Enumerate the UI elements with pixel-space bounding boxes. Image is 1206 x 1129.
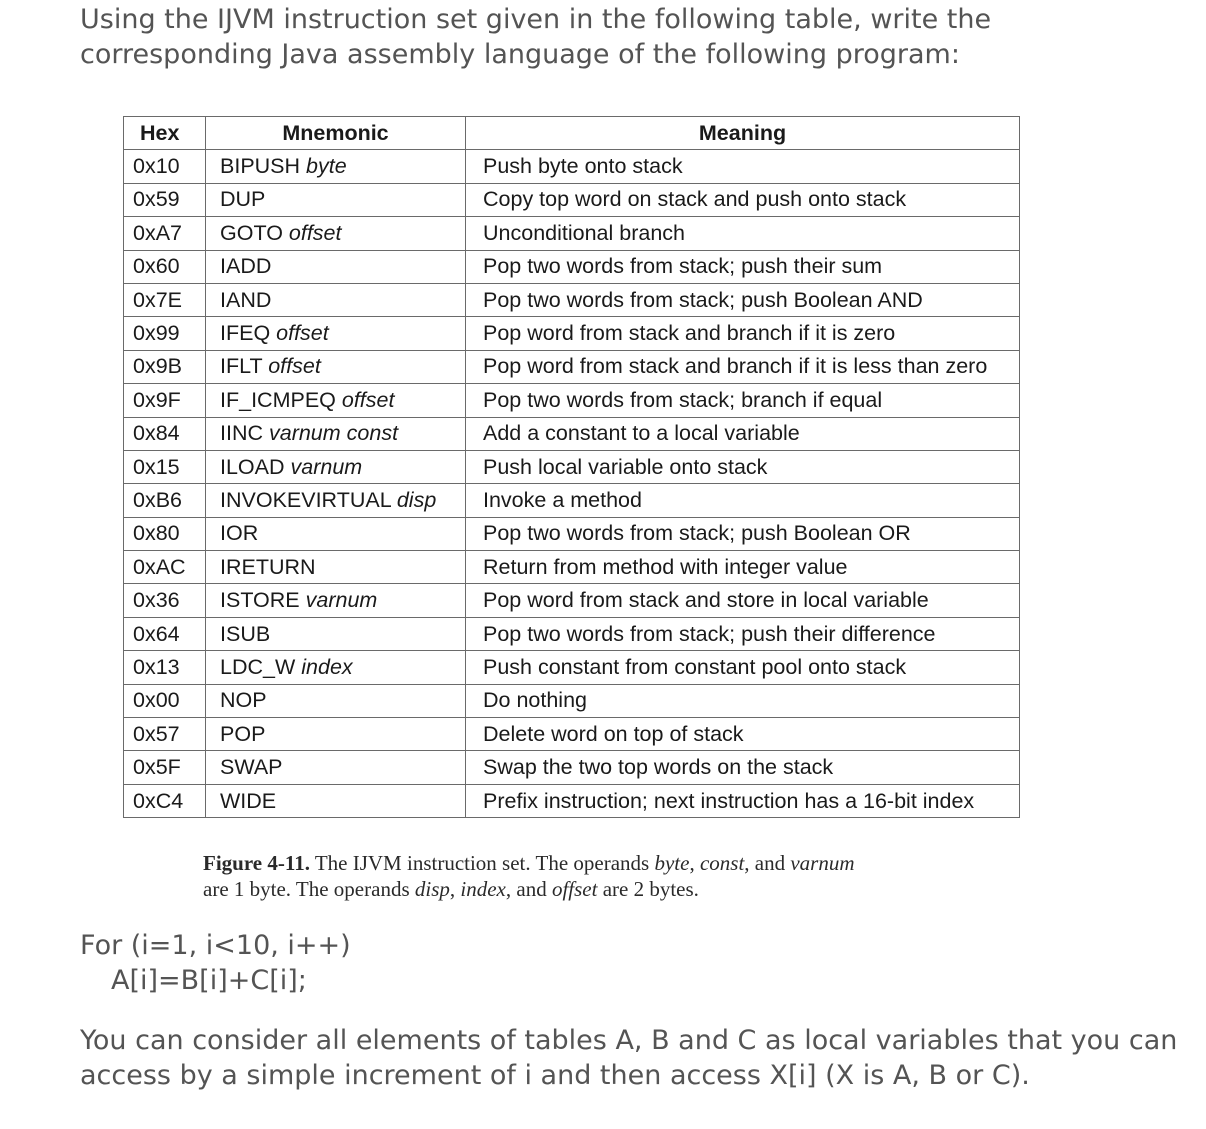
caption-op-byte: byte bbox=[654, 851, 690, 875]
meaning-cell: Do nothing bbox=[466, 684, 1020, 717]
program-code bbox=[80, 928, 351, 998]
mnemonic-operand: byte bbox=[306, 154, 347, 179]
mnemonic-cell bbox=[206, 584, 466, 617]
mnemonic-name: POP bbox=[220, 721, 266, 746]
hex-cell: 0x13 bbox=[124, 651, 206, 684]
hex-cell: 0x00 bbox=[124, 684, 206, 717]
header-hex: Hex bbox=[124, 117, 206, 150]
mnemonic-cell bbox=[206, 617, 466, 650]
meaning-cell: Copy top word on stack and push onto stack bbox=[466, 183, 1020, 216]
mnemonic-name: IAND bbox=[220, 287, 272, 312]
table-row bbox=[124, 551, 1020, 584]
mnemonic-cell bbox=[206, 150, 466, 183]
hex-cell: 0x7E bbox=[124, 283, 206, 316]
mnemonic-cell bbox=[206, 718, 466, 751]
hex-cell: 0x36 bbox=[124, 584, 206, 617]
mnemonic-name: IF_ICMPEQ bbox=[220, 387, 336, 412]
hex-cell: 0x99 bbox=[124, 317, 206, 350]
meaning-cell: Unconditional branch bbox=[466, 217, 1020, 250]
meaning-cell: Return from method with integer value bbox=[466, 551, 1020, 584]
table-row bbox=[124, 384, 1020, 417]
mnemonic-operand: varnum bbox=[305, 588, 378, 613]
hex-cell: 0x15 bbox=[124, 450, 206, 483]
mnemonic-name: IFEQ bbox=[220, 321, 271, 346]
caption-text-4: are 2 bytes. bbox=[602, 877, 699, 901]
hex-cell: 0x9B bbox=[124, 350, 206, 383]
caption-op-disp: disp bbox=[414, 877, 450, 901]
hex-cell: 0x9F bbox=[124, 384, 206, 417]
hex-cell: 0x57 bbox=[124, 718, 206, 751]
hex-cell: 0x84 bbox=[124, 417, 206, 450]
mnemonic-operand: offset bbox=[341, 387, 395, 412]
note-text: You can consider all elements of tables A, B and C as local variables that you can access by a simple increment of i and then access X[i] (X is A, B or C). bbox=[80, 1025, 1178, 1091]
hex-cell: 0xC4 bbox=[124, 784, 206, 817]
mnemonic-name: INVOKEVIRTUAL bbox=[220, 487, 391, 512]
table-row bbox=[124, 150, 1020, 183]
mnemonic-cell bbox=[206, 217, 466, 250]
meaning-cell: Pop two words from stack; push their difference bbox=[466, 617, 1020, 650]
mnemonic-name: GOTO bbox=[220, 220, 283, 245]
mnemonic-name: IOR bbox=[220, 521, 259, 546]
meaning-cell: Prefix instruction; next instruction has a 16-bit index bbox=[466, 784, 1020, 817]
hex-cell: 0x64 bbox=[124, 617, 206, 650]
hex-cell: 0x59 bbox=[124, 183, 206, 216]
mnemonic-name: IINC bbox=[220, 421, 263, 446]
mnemonic-name: DUP bbox=[220, 187, 266, 212]
mnemonic-cell bbox=[206, 317, 466, 350]
mnemonic-name: WIDE bbox=[220, 788, 277, 813]
hex-cell: 0x60 bbox=[124, 250, 206, 283]
meaning-cell: Pop two words from stack; push Boolean AND bbox=[466, 283, 1020, 316]
caption-text-2: , and bbox=[744, 851, 786, 875]
mnemonic-cell bbox=[206, 517, 466, 550]
mnemonic-cell bbox=[206, 384, 466, 417]
meaning-cell: Push constant from constant pool onto stack bbox=[466, 651, 1020, 684]
table-row bbox=[124, 450, 1020, 483]
table-row bbox=[124, 718, 1020, 751]
mnemonic-name: SWAP bbox=[220, 755, 283, 780]
meaning-cell: Pop word from stack and branch if it is less than zero bbox=[466, 350, 1020, 383]
figure-label: Figure 4-11. bbox=[203, 851, 310, 875]
table-row bbox=[124, 250, 1020, 283]
mnemonic-name: IRETURN bbox=[220, 554, 316, 579]
mnemonic-cell bbox=[206, 250, 466, 283]
mnemonic-name: ISTORE bbox=[220, 588, 300, 613]
mnemonic-name: IADD bbox=[220, 254, 272, 279]
mnemonic-operand: disp bbox=[396, 487, 437, 512]
hex-cell: 0xB6 bbox=[124, 484, 206, 517]
table-row bbox=[124, 584, 1020, 617]
caption-op-index: index bbox=[460, 877, 506, 901]
meaning-cell: Push local variable onto stack bbox=[466, 450, 1020, 483]
hex-cell: 0x10 bbox=[124, 150, 206, 183]
code-line-2: A[i]=B[i]+C[i]; bbox=[111, 965, 307, 996]
mnemonic-cell bbox=[206, 350, 466, 383]
mnemonic-operand: offset bbox=[288, 220, 342, 245]
table-row bbox=[124, 684, 1020, 717]
table-row bbox=[124, 751, 1020, 784]
caption-op-varnum: varnum bbox=[790, 851, 855, 875]
mnemonic-operand: offset bbox=[268, 354, 321, 379]
caption-op-offset: offset bbox=[551, 877, 598, 901]
mnemonic-operand: varnum bbox=[290, 454, 363, 479]
meaning-cell: Delete word on top of stack bbox=[466, 718, 1020, 751]
hex-cell: 0xA7 bbox=[124, 217, 206, 250]
mnemonic-name: ILOAD bbox=[220, 454, 285, 479]
caption-op-const: const bbox=[699, 851, 745, 875]
mnemonic-cell bbox=[206, 450, 466, 483]
caption-text-1: The IJVM instruction set. The operands bbox=[314, 851, 650, 875]
question-text: Using the IJVM instruction set given in the following table, write the corresponding Java assembly language of the following program: bbox=[80, 4, 992, 70]
meaning-cell: Push byte onto stack bbox=[466, 150, 1020, 183]
meaning-cell: Pop word from stack and store in local variable bbox=[466, 584, 1020, 617]
meaning-cell: Pop two words from stack; branch if equal bbox=[466, 384, 1020, 417]
mnemonic-operand: varnum const bbox=[268, 421, 399, 446]
table-row bbox=[124, 183, 1020, 216]
table-row bbox=[124, 350, 1020, 383]
mnemonic-cell bbox=[206, 651, 466, 684]
mnemonic-cell bbox=[206, 283, 466, 316]
mnemonic-name: NOP bbox=[220, 688, 267, 713]
mnemonic-name: ISUB bbox=[220, 621, 271, 646]
table-row bbox=[124, 317, 1020, 350]
table-row bbox=[124, 651, 1020, 684]
mnemonic-cell bbox=[206, 417, 466, 450]
meaning-cell: Pop two words from stack; push their sum bbox=[466, 250, 1020, 283]
table-header-row bbox=[124, 117, 1020, 150]
ijvm-instruction-table bbox=[123, 116, 1020, 818]
mnemonic-cell bbox=[206, 751, 466, 784]
hex-cell: 0xAC bbox=[124, 551, 206, 584]
meaning-cell: Pop word from stack and branch if it is zero bbox=[466, 317, 1020, 350]
table-row bbox=[124, 283, 1020, 316]
mnemonic-operand: offset bbox=[276, 321, 329, 346]
mnemonic-name: BIPUSH bbox=[220, 154, 301, 179]
mnemonic-cell bbox=[206, 684, 466, 717]
hex-cell: 0x5F bbox=[124, 751, 206, 784]
mnemonic-cell bbox=[206, 183, 466, 216]
table-row bbox=[124, 217, 1020, 250]
meaning-cell: Add a constant to a local variable bbox=[466, 417, 1020, 450]
figure-caption: Figure 4-11. The IJVM instruction set. The operands byte, const, and varnum are 1 byte. The operands disp, index, and offset are 2 bytes. bbox=[203, 851, 855, 901]
header-mnemonic: Mnemonic bbox=[206, 117, 466, 150]
meaning-cell: Pop two words from stack; push Boolean OR bbox=[466, 517, 1020, 550]
mnemonic-cell bbox=[206, 784, 466, 817]
caption-text-3: are 1 byte. The operands bbox=[203, 877, 410, 901]
mnemonic-name: IFLT bbox=[220, 354, 263, 379]
header-meaning: Meaning bbox=[466, 117, 1020, 150]
mnemonic-cell bbox=[206, 551, 466, 584]
table-row bbox=[124, 617, 1020, 650]
mnemonic-cell bbox=[206, 484, 466, 517]
code-line-1: For (i=1, i<10, i++) bbox=[80, 930, 351, 961]
table-row bbox=[124, 417, 1020, 450]
table-row bbox=[124, 784, 1020, 817]
table-row bbox=[124, 517, 1020, 550]
meaning-cell: Swap the two top words on the stack bbox=[466, 751, 1020, 784]
mnemonic-operand: index bbox=[301, 654, 353, 679]
meaning-cell: Invoke a method bbox=[466, 484, 1020, 517]
hex-cell: 0x80 bbox=[124, 517, 206, 550]
table-row bbox=[124, 484, 1020, 517]
mnemonic-name: LDC_W bbox=[220, 654, 296, 679]
